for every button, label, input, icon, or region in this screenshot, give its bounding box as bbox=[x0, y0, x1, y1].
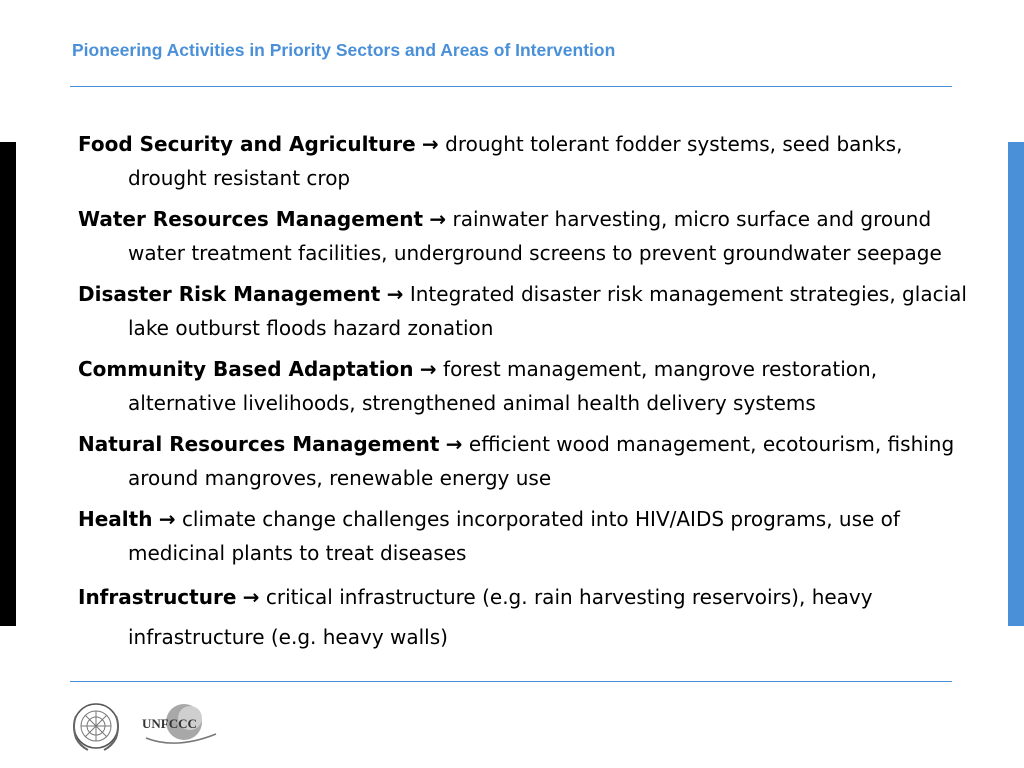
sector-list bbox=[78, 127, 983, 664]
sector-item bbox=[78, 127, 983, 195]
arrow-icon: → bbox=[422, 132, 439, 156]
top-divider bbox=[70, 86, 952, 87]
sector-description: Integrated disaster risk management strategies, glacial lake outburst floods hazard zonation bbox=[128, 282, 967, 340]
sector-heading: Health bbox=[78, 507, 153, 531]
unfccc-logo bbox=[142, 704, 216, 743]
arrow-icon: → bbox=[386, 282, 404, 306]
logos-svg bbox=[66, 698, 236, 758]
sector-item bbox=[78, 277, 983, 345]
sector-heading: Community Based Adaptation bbox=[78, 357, 414, 381]
sector-item bbox=[78, 352, 983, 420]
bottom-divider bbox=[70, 681, 952, 682]
sector-description: critical infrastructure (e.g. rain harvesting reservoirs), heavy infrastructure (e.g. heavy walls) bbox=[128, 585, 873, 649]
sector-heading: Water Resources Management bbox=[78, 207, 424, 231]
arrow-icon: → bbox=[419, 357, 437, 381]
sector-heading: Disaster Risk Management bbox=[78, 282, 381, 306]
unfccc-wordmark: UNFCCC bbox=[142, 716, 197, 731]
arrow-icon: → bbox=[445, 432, 463, 456]
left-accent-bar bbox=[0, 142, 16, 626]
sector-item bbox=[78, 502, 983, 570]
sector-description: climate change challenges incorporated into HIV/AIDS programs, use of medicinal plants to treat diseases bbox=[128, 507, 900, 565]
sector-description: rainwater harvesting, micro surface and ground water treatment facilities, underground screens to prevent groundwater seepage bbox=[128, 207, 942, 265]
un-emblem-icon bbox=[74, 704, 118, 750]
sector-description: drought tolerant fodder systems, seed banks, drought resistant crop bbox=[128, 132, 903, 190]
sector-description: forest management, mangrove restoration, alternative livelihoods, strengthened animal health delivery systems bbox=[128, 357, 878, 415]
right-accent-bar bbox=[1008, 142, 1024, 626]
sector-item bbox=[78, 427, 983, 495]
sector-heading: Food Security and Agriculture bbox=[78, 132, 416, 156]
sector-item bbox=[78, 202, 983, 270]
sector-description: efficient wood management, ecotourism, fishing around mangroves, renewable energy use bbox=[128, 432, 955, 490]
sector-item bbox=[78, 577, 983, 657]
slide-title: Pioneering Activities in Priority Sectors and Areas of Intervention bbox=[72, 40, 616, 60]
arrow-icon: → bbox=[158, 507, 176, 531]
footer-logos bbox=[66, 698, 236, 758]
arrow-icon: → bbox=[242, 585, 260, 609]
arrow-icon: → bbox=[429, 207, 447, 231]
sector-heading: Infrastructure bbox=[78, 585, 237, 609]
sector-heading: Natural Resources Management bbox=[78, 432, 440, 456]
